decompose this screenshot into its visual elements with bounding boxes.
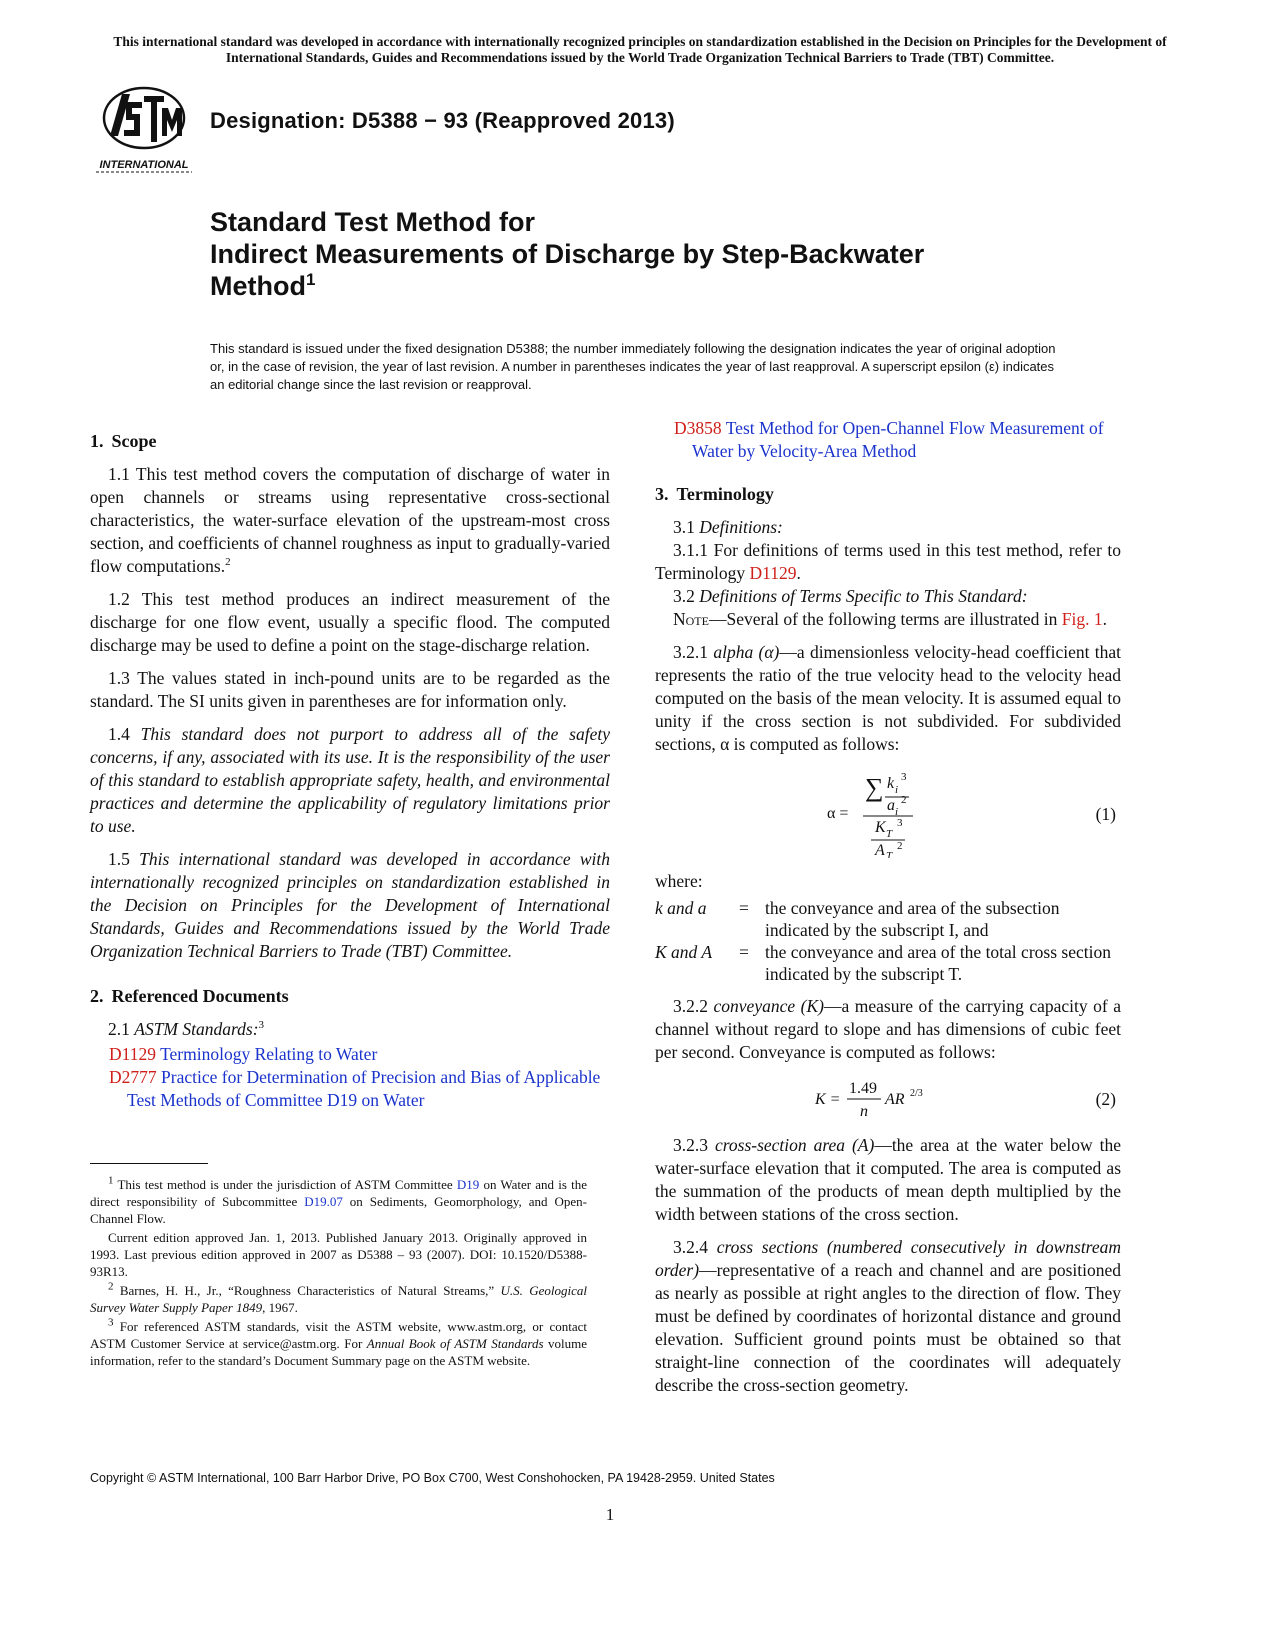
svg-text:T: T bbox=[886, 828, 893, 840]
astm-logo bbox=[96, 86, 196, 176]
equation-2-number: (2) bbox=[1095, 1089, 1116, 1109]
svg-text:n: n bbox=[860, 1103, 868, 1120]
paragraph-3-1: 3.1 Definitions: bbox=[673, 517, 783, 537]
title-line-2: Indirect Measurements of Discharge by Step-Backwater bbox=[210, 239, 925, 269]
svg-text:K =: K = bbox=[815, 1091, 841, 1108]
paragraph-3-2-1: 3.2.1 alpha (α)—a dimensionless velocity-head coefficient that represents the ratio of the true velocity head to the velocity head computed on the basis of the mean velocity. It is assumed equal to unity if the cross section is not subdivided. For subdivided sections, α is computed as follows: bbox=[655, 642, 1122, 754]
footnote-rule bbox=[90, 1163, 208, 1164]
astm-logo-icon bbox=[96, 86, 196, 176]
link-d1129[interactable]: D1129 bbox=[749, 563, 797, 583]
document-title bbox=[210, 206, 1110, 302]
designation: Designation: D5388 − 93 (Reapproved 2013) bbox=[210, 108, 675, 133]
title-line-1: Standard Test Method for bbox=[210, 207, 536, 237]
page-number: 1 bbox=[605, 1505, 615, 1524]
equation-2 bbox=[655, 1074, 1121, 1122]
footnote-2: $^2$ Barnes, H. H., Jr., “Roughness Characteristics of Natural Streams,” U.S. Geological Survey Water Supply Paper 1849, 1967. bbox=[90, 1280, 588, 1315]
left-column bbox=[90, 430, 610, 1112]
paragraph-2-1: 2.1 ASTM Standards:$^3$ bbox=[108, 1019, 265, 1039]
paragraph-3-2-4: 3.2.4 cross sections (numbered consecutively in downstream order)—representative of a reach and channel and are positioned as nearly as possible at right angles to the direction of flow. They must be defined by coordinates of horizontal distance and ground elevation. Sufficient ground points must be obtained so that straight-line connection of the coordinates will adequately describe the cross-section geometry. bbox=[655, 1237, 1121, 1395]
footnote-1: $^1$ This test method is under the jurisdiction of ASTM Committee D19 on Water and is the direct responsibility of Subcommittee D19.07 on Sediments, Geomorphology, and Open-Channel Flow. bbox=[90, 1174, 587, 1226]
svg-text:α =: α = bbox=[827, 805, 849, 822]
paragraph-1-4: 1.4 This standard does not purport to address all of the safety concerns, if any, associated with its use. It is the responsibility of the user of this standard to establish appropriate safety, health, and environmental practices and determine the applicability of regulatory limitations prior to use. bbox=[90, 724, 610, 836]
link-d19[interactable]: D19 bbox=[456, 1177, 480, 1192]
where-row: K and A = the conveyance and area of the total cross section indicated by the subscript T. bbox=[655, 942, 1111, 984]
equation-1 bbox=[655, 766, 1121, 858]
svg-text:T: T bbox=[886, 850, 893, 858]
svg-text:2: 2 bbox=[901, 794, 907, 806]
logo-text: INTERNATIONAL bbox=[99, 159, 189, 171]
svg-text:k: k bbox=[887, 775, 895, 792]
paragraph-1-3: 1.3 The values stated in inch-pound units are to be regarded as the standard. The SI units given in parentheses are for information only. bbox=[90, 668, 610, 711]
reference-d3858[interactable]: D3858 Test Method for Open-Channel Flow Measurement of Water by Velocity-Area Method bbox=[674, 418, 1104, 461]
svg-text:∑: ∑ bbox=[865, 773, 884, 802]
equation-2-graphic bbox=[815, 1074, 1015, 1122]
footnote-1-edition: Current edition approved Jan. 1, 2013. Published January 2013. Originally approved in 1993. Last previous edition approved in 2007 as D5388 – 93 (2007). DOI: 10.1520/D5388-93R13. bbox=[90, 1230, 587, 1279]
where-table bbox=[655, 897, 1121, 985]
paragraph-1-5: 1.5 This international standard was developed in accordance with internationally recognized principles on standardization established in the Decision on Principles for the Development of International Standards, Guides and Recommendations issued by the World Trade Organization Technical Barriers to Trade (TBT) Committee. bbox=[90, 849, 611, 961]
paragraph-3-2-3: 3.2.3 cross-section area (A)—the area at the water below the water-surface elevation that it computed. The area is computed as the summation of the products of mean depth multiplied by the width between stations of the cross section. bbox=[655, 1135, 1122, 1224]
paragraph-1-1: 1.1 This test method covers the computation of discharge of water in open channels or streams using representative cross-sectional characteristics, the water-surface elevation of the upstream-most cross section, and coefficients of channel roughness as input to gradually-varied flow computations.$^2$ bbox=[90, 464, 610, 576]
reference-d1129[interactable]: D1129 Terminology Relating to Water bbox=[109, 1044, 378, 1064]
section-heading-scope: 1. Scope bbox=[90, 431, 157, 451]
note: Note—Several of the following terms are illustrated in Fig. 1. bbox=[673, 609, 1108, 629]
svg-text:1.49: 1.49 bbox=[849, 1080, 877, 1097]
footnote-3: $^3$ For referenced ASTM standards, visit the ASTM website, www.astm.org, or contact ASTM Customer Service at service@astm.org. For Annual Book of ASTM Standards volume information, refer to the standard’s Document Summary page on the ASTM website. bbox=[90, 1316, 588, 1368]
section-heading-terminology: 3. Terminology bbox=[655, 484, 774, 504]
paragraph-3-1-1: 3.1.1 For definitions of terms used in this test method, refer to Terminology D1129. bbox=[655, 540, 1121, 583]
svg-text:A: A bbox=[875, 842, 885, 858]
paragraph-3-2: 3.2 Definitions of Terms Specific to This Standard: bbox=[673, 586, 1028, 606]
title-line-3: Method$^1$ bbox=[210, 270, 316, 301]
svg-text:K: K bbox=[875, 819, 886, 836]
where-label: where: bbox=[655, 871, 703, 891]
equation-1-number: (1) bbox=[1095, 804, 1116, 824]
svg-text:3: 3 bbox=[897, 817, 903, 829]
footnote-ref-2[interactable]: 2 bbox=[225, 556, 231, 569]
svg-text:a: a bbox=[887, 797, 895, 814]
paragraph-3-2-2: 3.2.2 conveyance (K)—a measure of the carrying capacity of a channel without regard to slope and has dimensions of cubic feet per second. Conveyance is computed as follows: bbox=[655, 996, 1122, 1062]
footnotes bbox=[90, 1176, 587, 1371]
right-column bbox=[655, 417, 1121, 1407]
copyright: Copyright © ASTM International, 100 Barr Harbor Drive, PO Box C700, West Conshohocken, PA 19428-2959. United States bbox=[90, 1471, 775, 1485]
svg-text:AR: AR bbox=[885, 1091, 905, 1108]
where-row: k and a = the conveyance and area of the subsection indicated by the subscript I, and bbox=[655, 898, 1060, 940]
footnote-ref-3[interactable]: 3 bbox=[258, 1019, 265, 1032]
svg-text:i: i bbox=[895, 784, 899, 796]
issued-note: This standard is issued under the fixed designation D5388; the number immediately following the designation indicates the year of original adoption or, in the case of revision, the year of last revision. A number in parentheses indicates the year of last reapproval. A superscript epsilon (ε) indicates an editorial change since the last revision or reapproval. bbox=[210, 341, 1056, 392]
svg-text:3: 3 bbox=[901, 771, 907, 783]
reference-d2777[interactable]: D2777 Practice for Determination of Precision and Bias of Applicable Test Methods of Committee D19 on Water bbox=[109, 1067, 601, 1110]
svg-text:i: i bbox=[895, 806, 899, 818]
title-footnote-ref[interactable]: 1 bbox=[305, 270, 316, 289]
equation-1-graphic bbox=[805, 766, 1105, 858]
link-d19-07[interactable]: D19.07 bbox=[304, 1194, 343, 1209]
section-heading-referenced: 2. Referenced Documents bbox=[90, 986, 289, 1006]
svg-text:2/3: 2/3 bbox=[910, 1088, 923, 1099]
svg-text:2: 2 bbox=[897, 840, 903, 852]
paragraph-1-2: 1.2 This test method produces an indirect measurement of the discharge for one flow event, usually a specific flood. The computed discharge may be used to define a point on the stage-discharge relation. bbox=[90, 589, 610, 655]
link-fig-1[interactable]: Fig. 1 bbox=[1061, 609, 1103, 629]
top-notice: This international standard was developed in accordance with internationally recognized principles on standardization established in the Decision on Principles for the Development of International Standards, Guides and Recommendations issued by the World Trade Organization Technical Barriers to Trade (TBT) Committee. bbox=[113, 34, 1167, 65]
